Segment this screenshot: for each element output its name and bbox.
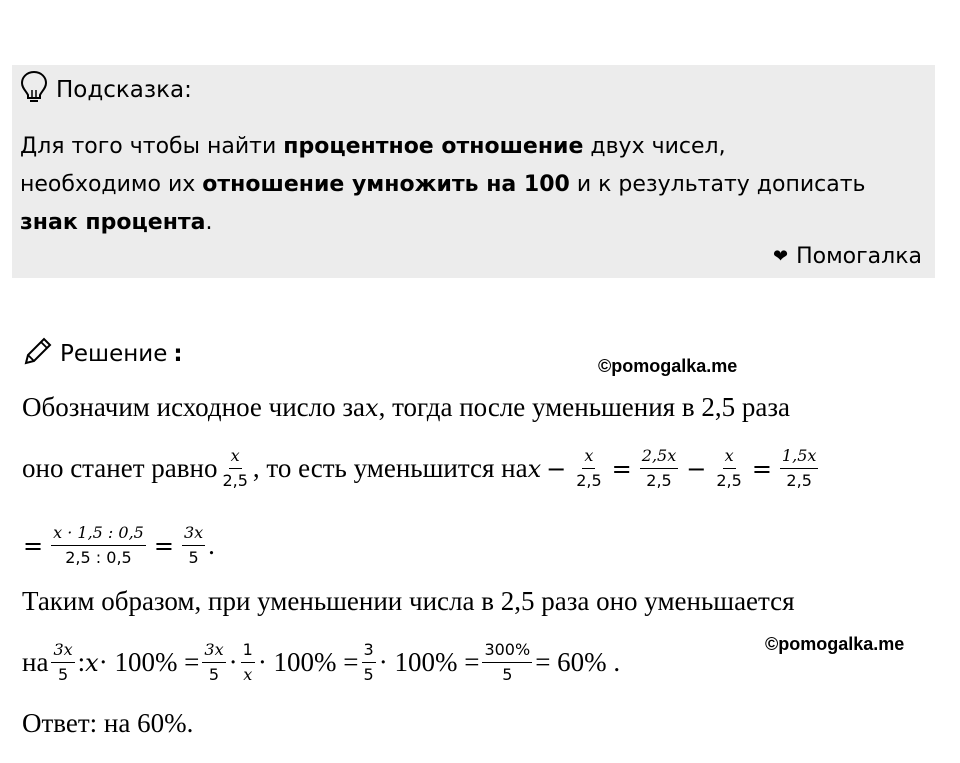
- var-x: x: [85, 648, 99, 677]
- text: ·: [228, 647, 238, 677]
- operator: =: [611, 454, 632, 483]
- solution-title-colon: :: [173, 341, 183, 367]
- fraction: $\frac{3x}{5}$: [53, 640, 73, 684]
- fraction: $\frac{x}{2,5}$: [576, 446, 602, 490]
- hint-bold-multiply: отношение умножить на 100: [202, 172, 570, 197]
- solution-line-3: [18, 523, 215, 568]
- hint-text: [20, 128, 925, 242]
- solution-title-text: Решение: [60, 341, 168, 367]
- fraction: $\frac{1}{x}$: [242, 640, 253, 684]
- operator: −: [546, 454, 567, 483]
- watermark: ©pomogalka.me: [765, 634, 905, 654]
- text: , то есть уменьшится на: [252, 453, 528, 483]
- text: , тогда после уменьшения в 2,5 раза: [378, 392, 790, 422]
- text: · 100% =: [98, 647, 200, 677]
- solution-line-4: [22, 586, 795, 617]
- hint-bold-percent-sign: знак процента: [20, 210, 206, 235]
- text: · 100% =: [378, 647, 480, 677]
- text: Обозначим исходное число за: [22, 392, 366, 422]
- hint-title: [20, 72, 192, 108]
- text: · 100% =: [257, 647, 359, 677]
- fraction: $\frac{x}{2,5}$: [716, 446, 742, 490]
- fraction: $\frac{x}{2,5}$: [222, 446, 248, 490]
- hint-bold-percent-ratio: процентное отношение: [283, 134, 584, 159]
- hint-text-part: и к результату дописать: [569, 172, 866, 197]
- operator: −: [686, 454, 707, 483]
- heart-icon: ❤: [772, 246, 789, 267]
- text: оно станет равно: [22, 453, 218, 483]
- fraction: $\frac{x \cdot 1,5 : 0,5}{2,5 : 0,5}$: [53, 523, 144, 567]
- text: на: [22, 647, 49, 677]
- text: = 60% .: [535, 647, 621, 677]
- fraction: $\frac{3x}{5}$: [183, 523, 204, 567]
- brand-name: Помогалка: [796, 244, 922, 269]
- fraction: $\frac{3}{5}$: [363, 640, 374, 684]
- lightbulb-icon: [20, 70, 48, 110]
- brand-label: [773, 244, 922, 269]
- operator: =: [751, 454, 772, 483]
- text: Таким образом, при уменьшении числа в 2,5 раза оно уменьшается: [22, 586, 795, 616]
- text: .: [208, 530, 215, 560]
- answer-line: Ответ: на 60%.: [22, 708, 194, 738]
- solution-line-1: [22, 392, 790, 423]
- var-x: x: [365, 393, 379, 422]
- fraction: $\frac{3x}{5}$: [204, 640, 224, 684]
- hint-text-part: Для того чтобы найти: [20, 134, 284, 159]
- solution-title: [22, 336, 183, 372]
- var-x: x: [527, 454, 542, 483]
- fraction: $\frac{2,5x}{2,5}$: [641, 446, 677, 490]
- solution-line-2: [22, 446, 821, 491]
- operator: =: [153, 531, 174, 560]
- fraction: $\frac{300\%}{5}$: [484, 640, 531, 684]
- solution-line-5: [22, 640, 620, 685]
- pencil-icon: [22, 335, 54, 373]
- text: :: [77, 647, 86, 677]
- hint-title-text: Подсказка:: [56, 77, 192, 103]
- hint-text-part: .: [205, 210, 213, 235]
- hint-text-part: двух чисел,: [583, 134, 726, 159]
- watermark: ©pomogalka.me: [598, 356, 738, 376]
- hint-text-part: необходимо их: [20, 172, 203, 197]
- operator: =: [23, 531, 44, 560]
- fraction: $\frac{1,5x}{2,5}$: [781, 446, 817, 490]
